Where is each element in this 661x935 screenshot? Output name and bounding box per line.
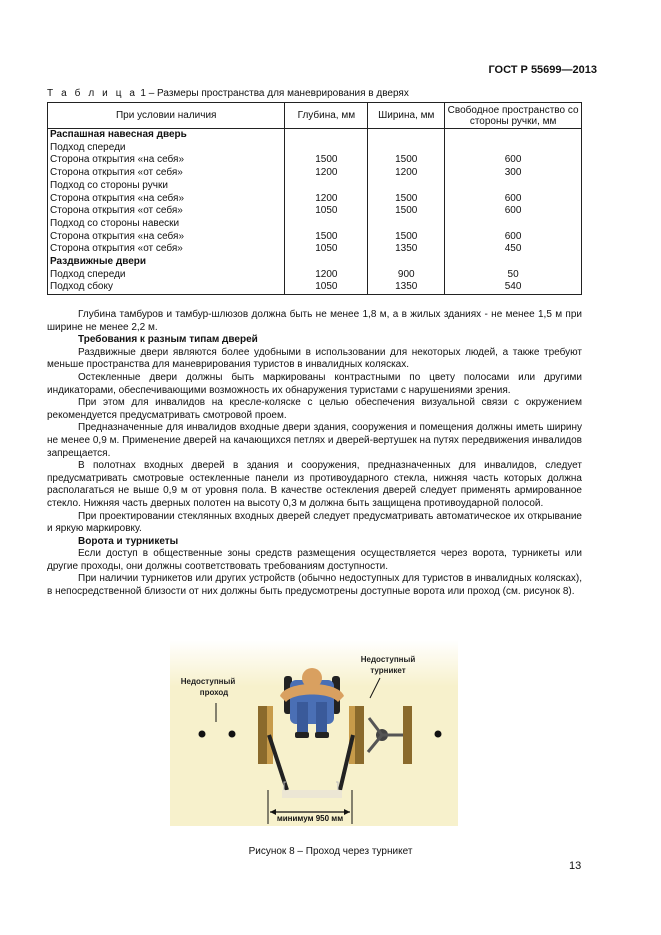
table-row — [48, 218, 582, 231]
table-row — [48, 243, 582, 256]
table-cell — [368, 218, 445, 231]
table-body — [48, 129, 582, 295]
table-cell — [285, 180, 368, 193]
table-cell: 450 — [445, 243, 582, 256]
table-cell: Подход спереди — [48, 269, 285, 282]
table-cell: Распашная навесная дверь — [48, 129, 285, 142]
table-cell: 1200 — [285, 269, 368, 282]
table-cell: 1500 — [368, 231, 445, 244]
table-cell: Сторона открытия «от себя» — [48, 167, 285, 180]
table-row — [48, 129, 582, 142]
post-dot — [229, 731, 236, 738]
column-header: Ширина, мм — [368, 103, 445, 129]
table-cell: 1200 — [368, 167, 445, 180]
table-cell — [445, 218, 582, 231]
turnstile-diagram — [170, 640, 458, 826]
table-cell — [285, 218, 368, 231]
section-heading: Требования к разным типам дверей — [78, 334, 258, 346]
table-cell: 540 — [445, 281, 582, 294]
table-cell: 1200 — [285, 167, 368, 180]
paragraph: При наличии турникетов или других устройств (обычно недоступных для туристов в инвалидных колясках), в непосредственной близости от них должны быть предусмотрены доступные ворота или проход (см. рисунок 8). — [47, 573, 582, 598]
table-cell — [368, 180, 445, 193]
paragraph: Предназначенные для инвалидов входные двери здания, сооружения и помещения должны иметь ширину не менее 0,9 м. Применение дверей на качающихся петлях и дверей-вертушек на путях передвижения инвалидов запрещается. — [47, 422, 582, 459]
table-cell: Подход сбоку — [48, 281, 285, 294]
post-dot — [435, 731, 442, 738]
table-cell — [368, 129, 445, 142]
table-cell — [368, 256, 445, 269]
table-cell — [445, 256, 582, 269]
table-cell: Подход со стороны навески — [48, 218, 285, 231]
table-caption-text: 1 – Размеры пространства для маневрирования в дверях — [140, 88, 409, 99]
section-heading: Ворота и турникеты — [78, 535, 179, 547]
right-label-line: Недоступный — [360, 655, 416, 664]
paragraph: Если доступ в общественные зоны средств размещения осуществляется через ворота, турникеты или другие проходы, они должны соответствовать требованиям доступности. — [47, 548, 582, 572]
table-row — [48, 281, 582, 294]
table-cell: Сторона открытия «на себя» — [48, 231, 285, 244]
table-cell: Сторона открытия «на себя» — [48, 193, 285, 206]
table-cell: 300 — [445, 167, 582, 180]
paragraph: В полотнах входных дверей в здания и сооружения, предназначенных для инвалидов, следует предусматривать смотровые остекленные панели из противоударного стекла, нижняя часть которых должна располагаться не выше 0,9 м от уровня пола. В качестве остекления дверей следует применять армированное стекло. Нижняя часть дверных полотен на высоту 0,3 м должна быть защищена противоударной полосой. — [47, 460, 582, 509]
table-cell — [368, 142, 445, 155]
paragraph: Глубина тамбуров и тамбур-шлюзов должна быть не менее 1,8 м, а в жилых зданиях - не менее 1,5 м при ширине не менее 2,2 м. — [47, 309, 582, 333]
document-header: ГОСТ Р 55699—2013 — [488, 64, 597, 76]
passage-threshold — [282, 790, 342, 798]
paragraph: Раздвижные двери являются более удобными в использовании для некоторых людей, а также требуют меньше пространства для маневрирования туристов в инвалидных колясках. — [47, 346, 582, 371]
table-cell — [445, 142, 582, 155]
table-cell: 1200 — [285, 193, 368, 206]
table-row — [48, 231, 582, 244]
door-post-right — [355, 706, 364, 764]
turnstile-figure — [170, 640, 458, 826]
table-row — [48, 142, 582, 155]
table-row — [48, 193, 582, 206]
post-dot — [199, 731, 206, 738]
door-post-left — [258, 706, 267, 764]
table-cell: 1050 — [285, 205, 368, 218]
table-cell: 1500 — [368, 205, 445, 218]
table-row — [48, 256, 582, 269]
table-cell: 1500 — [368, 193, 445, 206]
turnstile-post — [403, 706, 412, 764]
table-cell: 1350 — [368, 281, 445, 294]
table-cell: Раздвижные двери — [48, 256, 285, 269]
table-cell — [445, 129, 582, 142]
column-header: При условии наличия — [48, 103, 285, 129]
left-label-line: Недоступный — [180, 677, 236, 686]
table-row — [48, 154, 582, 167]
table-cell: 50 — [445, 269, 582, 282]
paragraph: При проектировании стеклянных входных дверей следует предусматривать автоматическое их открывание и яркую маркировку. — [47, 510, 582, 535]
table-cell: 600 — [445, 154, 582, 167]
table-cell: Сторона открытия «от себя» — [48, 205, 285, 218]
table-cell — [285, 256, 368, 269]
table-row — [48, 167, 582, 180]
right-label-line: турникет — [370, 666, 406, 675]
table-cell: Подход со стороны ручки — [48, 180, 285, 193]
column-header: Свободное пространство со стороны ручки, мм — [445, 103, 582, 129]
dimensions-table — [47, 102, 582, 295]
table-caption — [47, 88, 409, 99]
user-head — [302, 668, 322, 688]
table-cell: 1500 — [285, 154, 368, 167]
table-row — [48, 205, 582, 218]
table-cell: 1500 — [368, 154, 445, 167]
figure-caption: Рисунок 8 – Проход через турникет — [248, 846, 413, 857]
table-cell: Подход спереди — [48, 142, 285, 155]
table-cell: 1050 — [285, 281, 368, 294]
left-label-line: проход — [199, 688, 229, 697]
table-cell: Сторона открытия «от себя» — [48, 243, 285, 256]
table-cell: 1350 — [368, 243, 445, 256]
table-row — [48, 269, 582, 282]
table-cell: Сторона открытия «на себя» — [48, 154, 285, 167]
table-cell — [285, 129, 368, 142]
dimension-label: минимум 950 мм — [276, 814, 344, 823]
table-row — [48, 180, 582, 193]
paragraph: Остекленные двери должны быть маркированы контрастными по цвету полосами или другими индикаторами, обеспечивающими возможность их обнаружения туристами с нарушениями зрения. — [47, 371, 582, 396]
table-cell — [445, 180, 582, 193]
table-cell: 600 — [445, 205, 582, 218]
table-cell: 1500 — [285, 231, 368, 244]
table-label: Т а б л и ц а — [47, 88, 138, 99]
table-cell: 900 — [368, 269, 445, 282]
table-cell: 600 — [445, 193, 582, 206]
column-header: Глубина, мм — [285, 103, 368, 129]
paragraph: При этом для инвалидов на кресле-коляске с целью обеспечения визуальной связи с окружением рекомендуется предусматривать смотровой проем. — [47, 397, 582, 421]
table-cell: 600 — [445, 231, 582, 244]
page-number: 13 — [569, 860, 582, 872]
body-text — [47, 309, 582, 599]
table-cell — [285, 142, 368, 155]
table-cell: 1050 — [285, 243, 368, 256]
